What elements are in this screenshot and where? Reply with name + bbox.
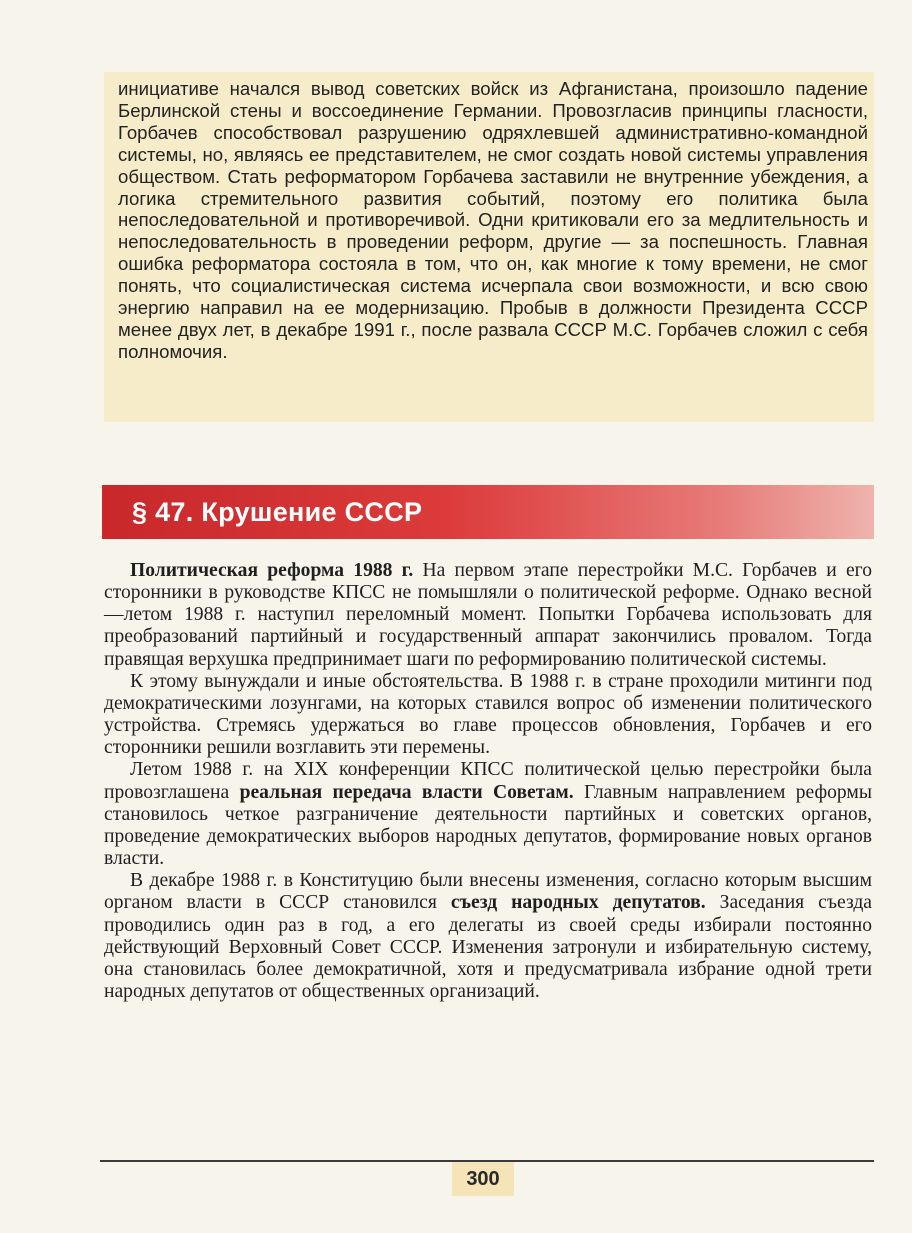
sidebar-text: инициативе начался вывод советских войск из Афганистана, произошло падение Берлинской стены и воссоединение Германии. Провозгласив принципы гласности, Горбачев способствовал разрушению одряхлевшей административно-командной системы, но, являясь ее представителем, не смог создать новой системы управления обществом. Стать реформатором Горбачева заставили не внутренние убеждения, а логика стремительного развития событий, поэтому его политика была непоследовательной и противоречивой. Одни критиковали его за медлительность и непоследовательность в проведении реформ, другие — за поспешность. Главная ошибка реформатора состояла в том, что он, как многие к тому времени, не смог понять, что социалистическая система исчерпала свои возможности, и всю свою энергию направил на ее модернизацию. Пробыв в должности Президента СССР менее двух лет, в декабре 1991 г., после развала СССР М.С. Горбачев сложил с себя полномочия.: [118, 78, 868, 362]
paragraph-4: [104, 870, 872, 1003]
paragraph-1: [104, 560, 872, 671]
paragraph-2-text: К этому вынуждали и иные обстоятельства. В 1988 г. в стране проходили митинги под демократическими лозунгами, на которых ставился вопрос об изменении политического устройства. Стремясь удержаться во главе процессов обновления, Горбачев и его сторонники решили возглавить эти перемены.: [104, 670, 872, 759]
paragraph-4-term: съезд народных депутатов.: [450, 892, 706, 914]
paragraph-3-text-a: Летом 1988 г. на XIX конференции КПСС политической целью перестройки была провозглашена: [104, 759, 872, 803]
paragraph-4-text-a: В декабре 1988 г. в Конституцию были внесены изменения, согласно которым высшим органом власти в СССР становился: [104, 870, 872, 914]
section-heading-bar: [102, 485, 874, 539]
paragraph-3: [104, 759, 872, 870]
paragraph-3-text-b: Главным направлением реформы становилось четкое разграничение деятельности партийных и советских органов, проведение демократических выборов народных депутатов, формирование новых органов власти.: [104, 781, 872, 870]
page-number: 300: [452, 1162, 514, 1196]
paragraph-3-term: реальная передача власти Советам.: [239, 781, 574, 803]
main-text: [104, 560, 872, 1003]
paragraph-2: [104, 671, 872, 760]
section-title: § 47. Крушение СССР: [132, 497, 423, 527]
paragraph-1-text: На первом этапе перестройки М.С. Горбачев и его сторонники в руководстве КПСС не помышляли о политической реформе. Однако весной—летом 1988 г. наступил переломный момент. Попытки Горбачева использовать для преобразований партийный и государственный аппарат закончились провалом. Тогда правящая верхушка предпринимает шаги по реформированию политической системы.: [104, 560, 872, 670]
paragraph-1-heading: Политическая реформа 1988 г.: [130, 560, 414, 581]
sidebar-text-box: [104, 72, 874, 422]
paragraph-4-text-b: Заседания съезда проводились один раз в год, а его делегаты из своей среды избирали постоянно действующий Верховный Совет СССР. Изменения затронули и избирательную систему, она становилась более демократичной, хотя и предусматривала избрание одной трети народных депутатов от общественных организаций.: [104, 892, 872, 1002]
